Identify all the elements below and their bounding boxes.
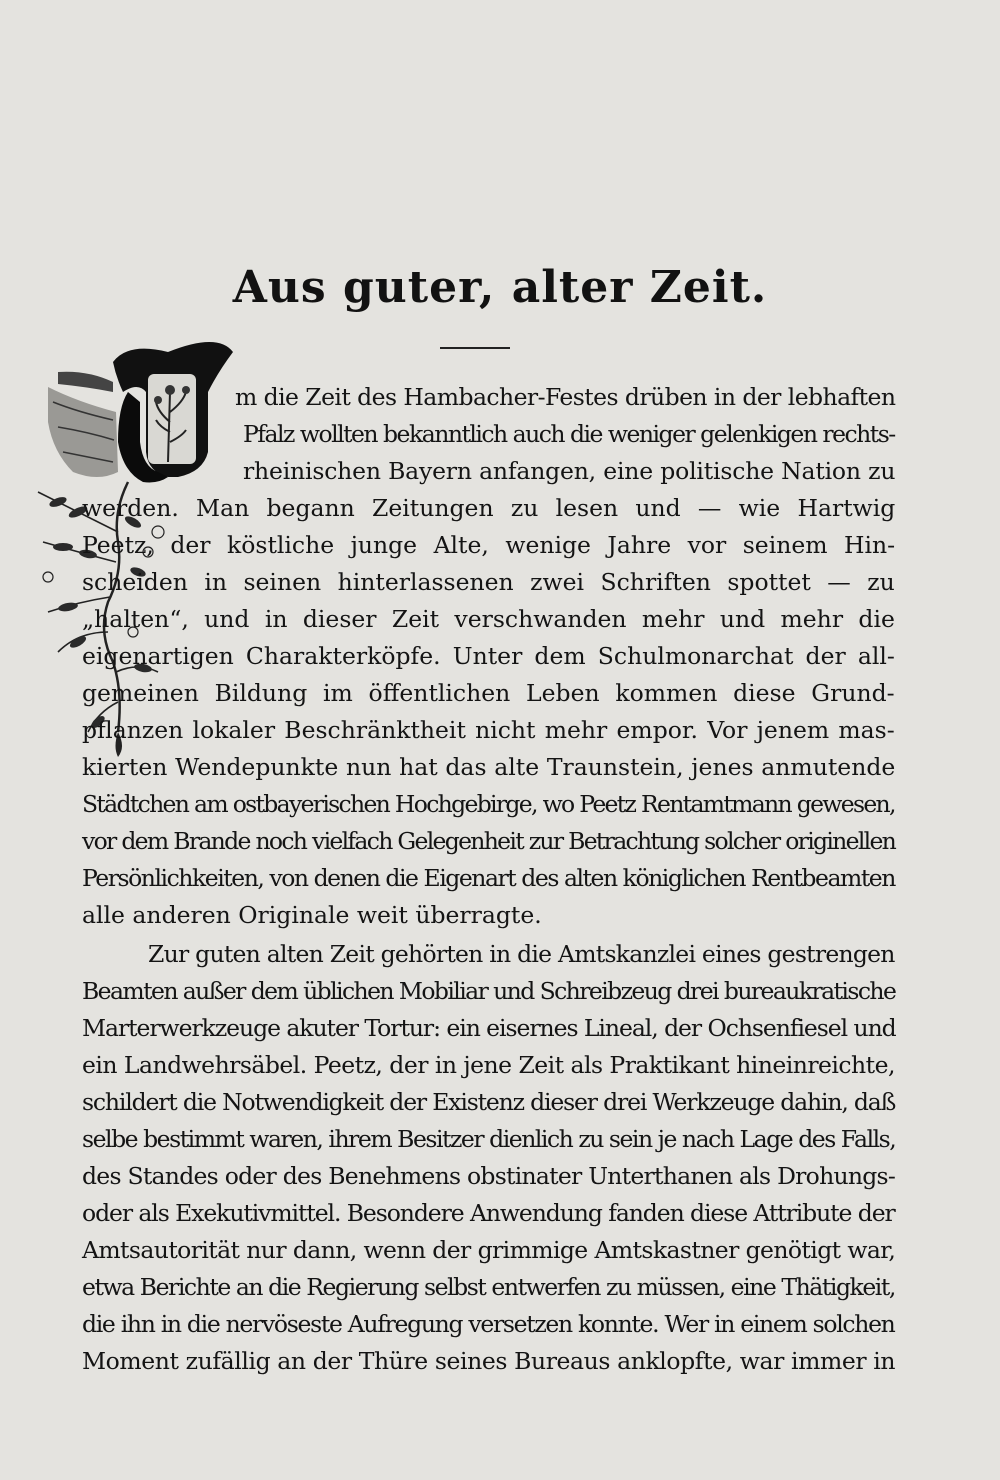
text-line: selbe bestimmt waren, ihrem Besitzer dienlich zu sein je nach Lage des Falls, xyxy=(82,1125,896,1153)
text-line: pflanzen lokaler Beschränktheit nicht mehr empor. Vor jenem mas- xyxy=(82,716,895,744)
text-line: Beamten außer dem üblichen Mobiliar und Schreibzeug drei bureaukratische xyxy=(82,977,896,1005)
text-line: Moment zufällig an der Thüre seines Bureaus anklopfte, war immer in xyxy=(82,1347,896,1375)
text-line: gemeinen Bildung im öffentlichen Leben kommen diese Grund- xyxy=(82,679,895,707)
text-line: oder als Exekutivmittel. Besondere Anwendung fanden diese Attribute der xyxy=(82,1199,895,1227)
text-line: etwa Berichte an die Regierung selbst entwerfen zu müssen, eine Thätigkeit, xyxy=(82,1273,895,1301)
text-line: scheiden in seinen hinterlassenen zwei Schriften spottet — zu xyxy=(82,568,895,596)
text-line: Pfalz wollten bekanntlich auch die weniger gelenkigen rechts- xyxy=(243,420,895,448)
text-line: vor dem Brande noch vielfach Gelegenheit zur Betrachtung solcher originellen xyxy=(82,827,896,855)
text-line: alle anderen Originale weit überragte. xyxy=(82,901,542,929)
page-title: Aus guter, alter Zeit. xyxy=(232,262,768,313)
text-line: Persönlichkeiten, von denen die Eigenart des alten königlichen Rentbeamten xyxy=(82,864,895,892)
text-line: Amtsautorität nur dann, wenn der grimmige Amtskastner genötigt war, xyxy=(82,1236,896,1264)
text-line: ein Landwehrsäbel. Peetz, der in jene Zeit als Praktikant hineinreichte, xyxy=(82,1051,895,1079)
text-line: eigenartigen Charakterköpfe. Unter dem Schulmonarchat der all- xyxy=(82,642,895,670)
text-line: Zur guten alten Zeit gehörten in die Amtskanzlei eines gestrengen xyxy=(148,940,895,968)
text-line: m die Zeit des Hambacher-Festes drüben in der lebhaften xyxy=(235,383,896,411)
text-line: rheinischen Bayern anfangen, eine politische Nation zu xyxy=(243,457,896,485)
text-line: Marterwerkzeuge akuter Tortur: ein eisernes Lineal, der Ochsenfiesel und xyxy=(82,1014,896,1042)
text-line: kierten Wendepunkte nun hat das alte Traunstein, jenes anmutende xyxy=(82,753,896,781)
text-line: die ihn in die nervöseste Aufregung versetzen konnte. Wer in einem solchen xyxy=(82,1310,895,1338)
text-line: Peetz, der köstliche junge Alte, wenige Jahre vor seinem Hin- xyxy=(82,531,896,559)
text-line: schildert die Notwendigkeit der Existenz dieser drei Werkzeuge dahin, daß xyxy=(82,1088,896,1116)
title-rule xyxy=(440,347,510,349)
initial-landscape xyxy=(58,372,113,392)
text-line: „halten“, und in dieser Zeit verschwanden mehr und mehr die xyxy=(82,605,895,633)
text-line: werden. Man begann Zeitungen zu lesen und — wie Hartwig xyxy=(82,494,896,522)
text-line: Städtchen am ostbayerischen Hochgebirge, wo Peetz Rentamtmann gewesen, xyxy=(82,790,895,818)
text-line: des Standes oder des Benehmens obstinater Unterthanen als Drohungs- xyxy=(82,1162,896,1190)
